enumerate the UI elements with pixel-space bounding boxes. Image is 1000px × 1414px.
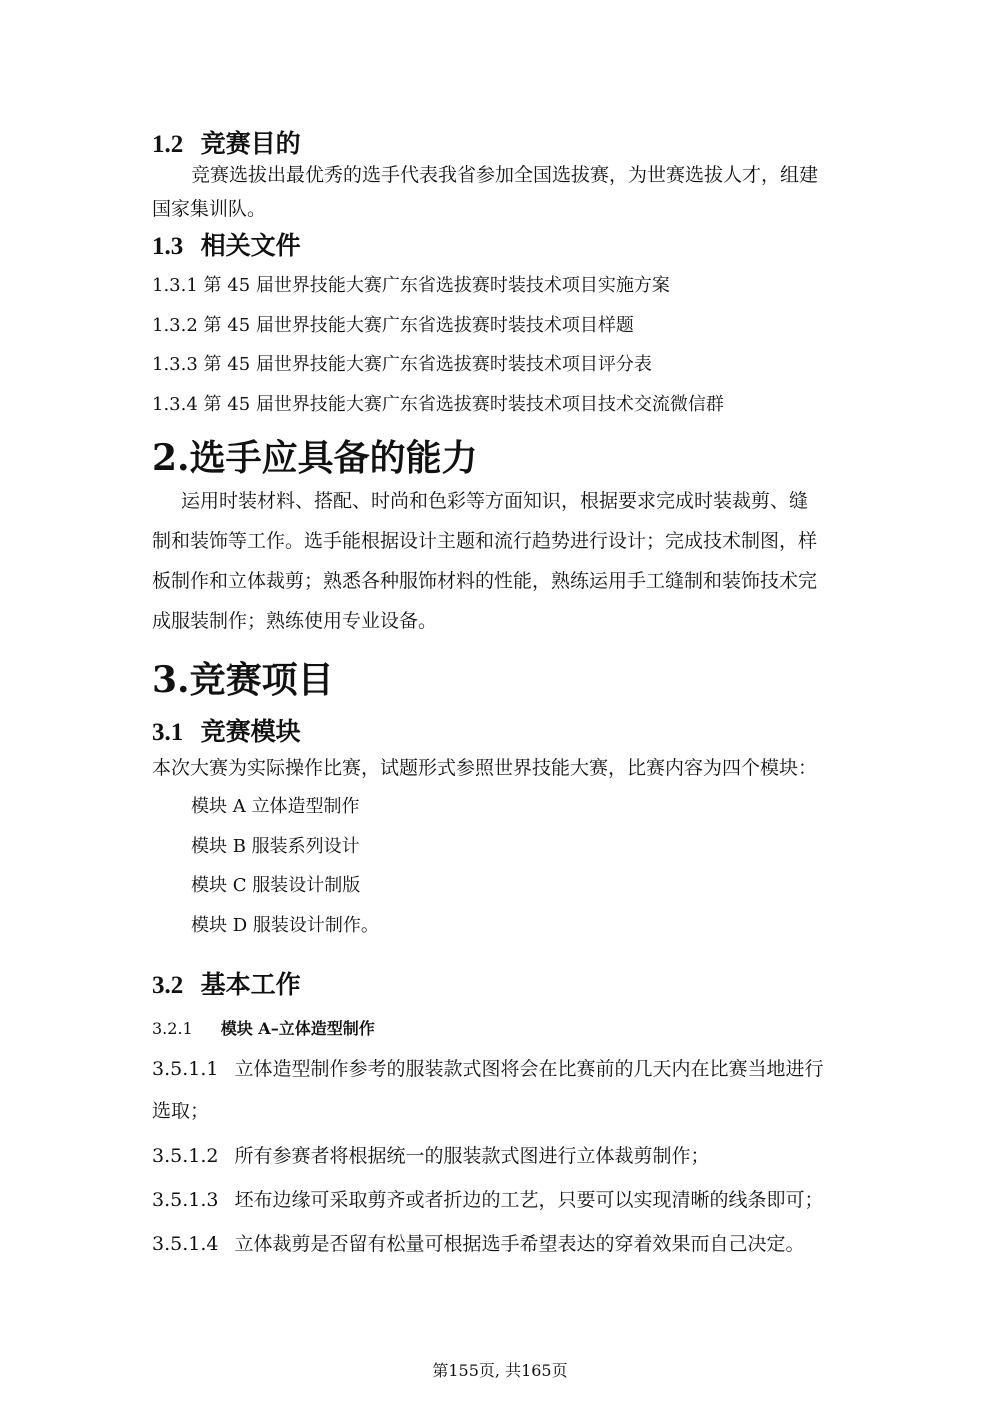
subsection-title: 模块 A–立体造型制作 bbox=[220, 1019, 375, 1038]
item-continuation: 选取； bbox=[152, 1100, 210, 1122]
item-number: 3.5.1.2 bbox=[152, 1145, 219, 1167]
section-title: 竞赛模块 bbox=[200, 717, 301, 746]
item-number: 3.5.1.3 bbox=[152, 1189, 219, 1211]
item-number: 3.5.1.1 bbox=[152, 1058, 219, 1080]
section-heading-3-2 bbox=[152, 965, 301, 1001]
chapter-heading-3: 3.竞赛项目 bbox=[152, 659, 334, 701]
item-text: 坯布边缘可采取剪齐或者折边的工艺，只要可以实现清晰的线条即可； bbox=[234, 1189, 824, 1211]
paragraph-line: 板制作和立体裁剪；熟悉各种服饰材料的性能，熟练运用手工缝制和装饰技术完 bbox=[152, 570, 818, 592]
section-number: 3.2 bbox=[152, 972, 184, 999]
item-text: 所有参赛者将根据统一的服装款式图进行立体裁剪制作； bbox=[234, 1145, 710, 1167]
section-title: 竞赛目的 bbox=[200, 129, 301, 158]
paragraph-line: 本次大赛为实际操作比赛，试题形式参照世界技能大赛，比赛内容为四个模块： bbox=[152, 757, 818, 779]
module-list-item: 模块 B 服装系列设计 bbox=[191, 836, 360, 857]
section-number: 1.3 bbox=[152, 233, 184, 260]
module-list-item: 模块 C 服装设计制版 bbox=[191, 875, 361, 896]
numbered-item bbox=[152, 1054, 824, 1084]
file-list-item: 1.3.3 第 45 届世界技能大赛广东省选拔赛时装技术项目评分表 bbox=[152, 354, 652, 375]
section-title: 基本工作 bbox=[200, 970, 301, 999]
file-list-item: 1.3.2 第 45 届世界技能大赛广东省选拔赛时装技术项目样题 bbox=[152, 315, 634, 336]
item-text: 立体造型制作参考的服装款式图将会在比赛前的几天内在比赛当地进行 bbox=[234, 1058, 824, 1080]
page-footer: 第155页, 共165页 bbox=[432, 1361, 568, 1380]
section-heading-1-2 bbox=[152, 124, 301, 160]
item-text: 立体裁剪是否留有松量可根据选手希望表达的穿着效果而自己决定。 bbox=[234, 1233, 805, 1255]
paragraph-line: 成服装制作；熟练使用专业设备。 bbox=[152, 610, 438, 632]
file-list-item: 1.3.1 第 45 届世界技能大赛广东省选拔赛时装技术项目实施方案 bbox=[152, 275, 670, 296]
file-list-item: 1.3.4 第 45 届世界技能大赛广东省选拔赛时装技术项目技术交流微信群 bbox=[152, 394, 724, 415]
paragraph-line: 制和装饰等工作。选手能根据设计主题和流行趋势进行设计；完成技术制图，样 bbox=[152, 530, 818, 552]
section-number: 1.2 bbox=[152, 131, 184, 158]
section-heading-3-1 bbox=[152, 712, 301, 748]
module-list-item: 模块 A 立体造型制作 bbox=[191, 796, 360, 817]
subsection-heading-3-2-1 bbox=[152, 1016, 375, 1039]
paragraph-line: 竞赛选拔出最优秀的选手代表我省参加全国选拔赛，为世赛选拔人才，组建 bbox=[191, 164, 819, 186]
paragraph-line: 运用时装材料、搭配、时尚和色彩等方面知识，根据要求完成时装裁剪、缝 bbox=[181, 490, 809, 512]
paragraph-line: 国家集训队。 bbox=[152, 198, 267, 220]
numbered-item bbox=[152, 1229, 805, 1259]
subsection-number: 3.2.1 bbox=[152, 1019, 193, 1038]
numbered-item bbox=[152, 1141, 710, 1171]
section-number: 3.1 bbox=[152, 719, 184, 746]
module-list-item: 模块 D 服装设计制作。 bbox=[191, 915, 379, 936]
section-heading-1-3 bbox=[152, 226, 301, 262]
section-title: 相关文件 bbox=[200, 231, 301, 260]
item-number: 3.5.1.4 bbox=[152, 1233, 219, 1255]
numbered-item bbox=[152, 1185, 824, 1215]
chapter-heading-2: 2.选手应具备的能力 bbox=[152, 437, 478, 479]
